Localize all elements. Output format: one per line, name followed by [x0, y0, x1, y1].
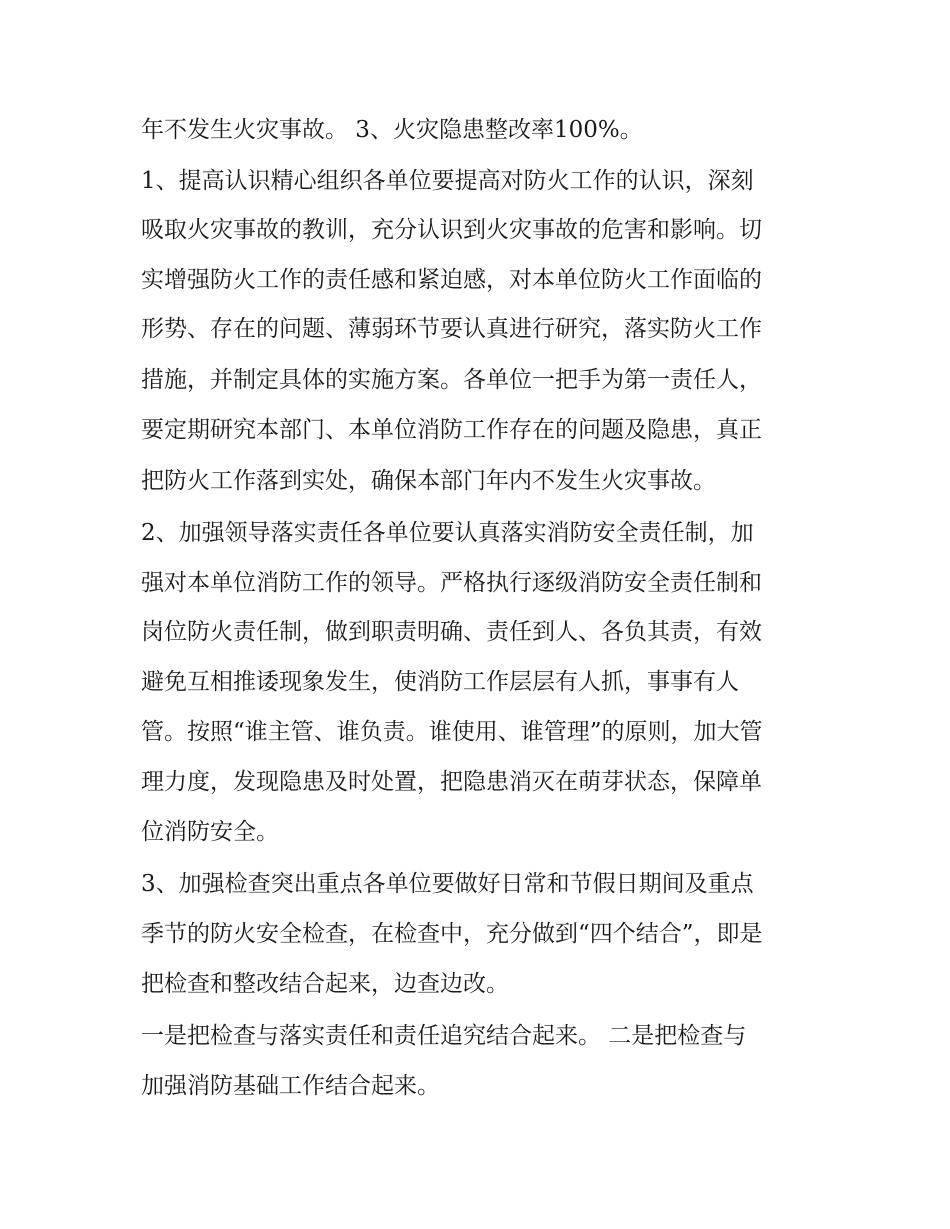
text-line: 实增强防火工作的责任感和紧迫感，对本单位防火工作面临的	[141, 267, 762, 293]
text-line: 岗位防火责任制，做到职责明确、责任到人、各负其责，有效	[141, 619, 762, 645]
text-line: 措施，并制定具体的实施方案。各单位一把手为第一责任人，	[141, 367, 762, 393]
text-line: 要定期研究本部门、本单位消防工作存在的问题及隐患，真正	[141, 417, 762, 443]
text-line: 管。按照“谁主管、谁负责。谁使用、谁管理”的原则，加大管	[141, 719, 763, 745]
text-line: 加强消防基础工作结合起来。	[141, 1073, 440, 1099]
text-line: 年不发生火灾事故。 3、火灾隐患整改率100%。	[141, 117, 643, 143]
text-line: 理力度，发现隐患及时处置，把隐患消灭在萌芽状态，保障单	[141, 769, 762, 795]
text-line: 一是把检查与落实责任和责任追究结合起来。 二是把检查与	[141, 1023, 747, 1049]
text-line: 把检查和整改结合起来，边查边改。	[141, 971, 509, 997]
text-line: 2、加强领导落实责任各单位要认真落实消防安全责任制，加	[141, 520, 754, 546]
text-line: 把防火工作落到实处，确保本部门年内不发生火灾事故。	[141, 468, 716, 494]
text-line: 位消防安全。	[141, 819, 279, 845]
text-line: 形势、存在的问题、薄弱环节要认真进行研究，落实防火工作	[141, 316, 762, 342]
text-line: 强对本单位消防工作的领导。严格执行逐级消防安全责任制和	[141, 570, 762, 596]
text-line: 3、加强检查突出重点各单位要做好日常和节假日期间及重点	[141, 871, 754, 897]
text-line: 吸取火灾事故的教训，充分认识到火灾事故的危害和影响。切	[141, 217, 762, 243]
text-line: 1、提高认识精心组织各单位要提高对防火工作的认识，深刻	[141, 168, 754, 194]
text-line: 避免互相推诿现象发生，使消防工作层层有人抓，事事有人	[141, 669, 739, 695]
text-line: 季节的防火安全检查，在检查中，充分做到“四个结合”，即是	[141, 921, 763, 947]
